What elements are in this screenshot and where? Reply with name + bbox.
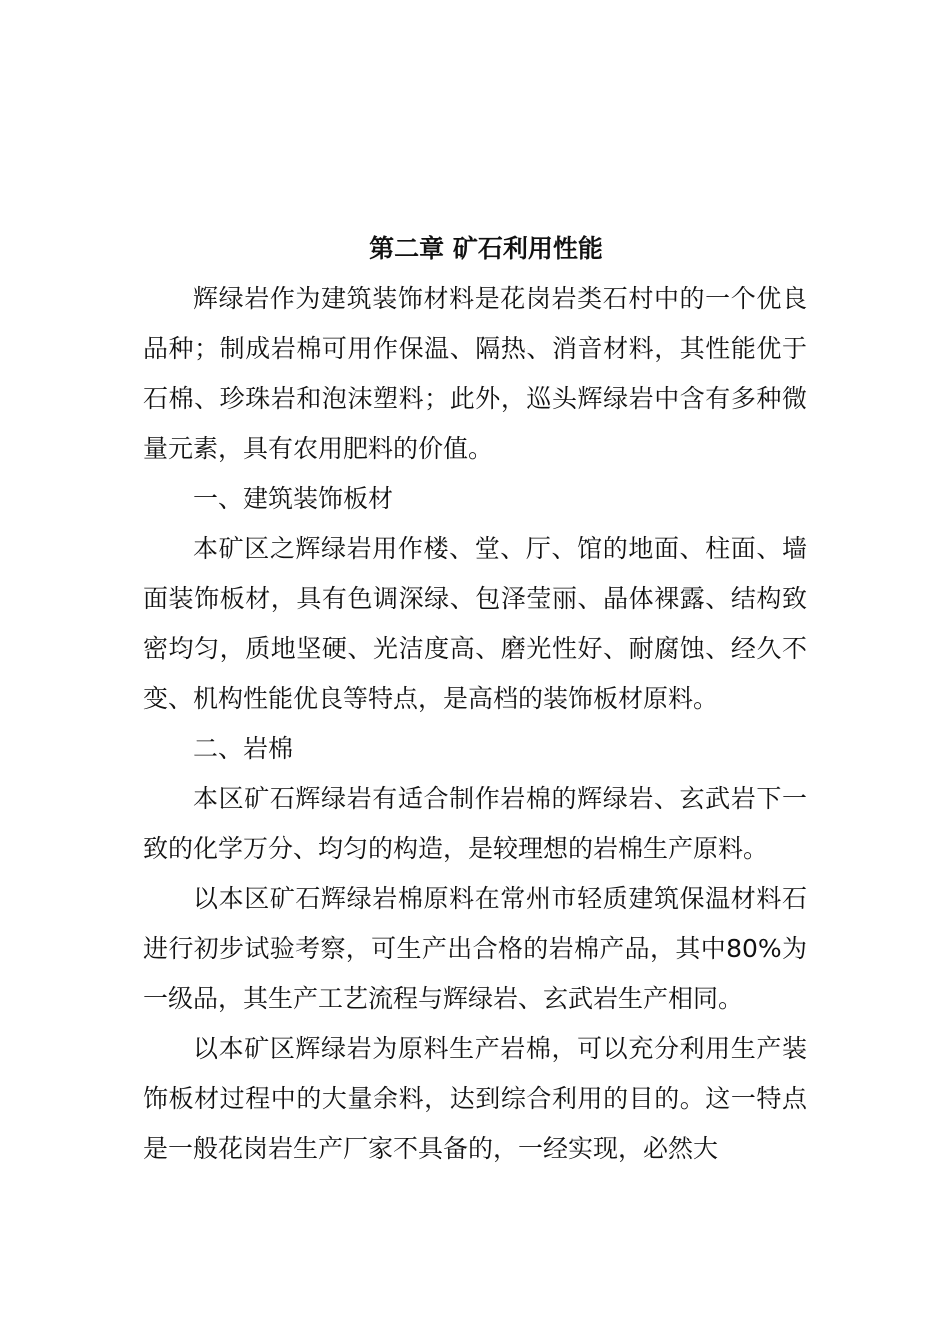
chapter-title: 第二章 矿石利用性能 [369,234,603,263]
paragraph-intro: 辉绿岩作为建筑装饰材料是花岗岩类石村中的一个优良品种；制成岩棉可用作保温、隔热、消音材料，其性能优于石棉、珍珠岩和泡沫塑料；此外，巡头辉绿岩中含有多种微量元素，具有农用肥料的价值。 [143,284,807,463]
paragraph-rock-wool-composition: 本区矿石辉绿岩有适合制作岩棉的辉绿岩、玄武岩下一致的化学万分、均匀的构造，是较理想的岩棉生产原料。 [143,784,807,863]
document-body [143,224,807,1174]
section-heading-decorative-panels: 一、建筑装饰板材 [193,484,394,513]
paragraph-rock-wool-trial: 以本区矿石辉绿岩棉原料在常州市轻质建筑保温材料石进行初步试验考察，可生产出合格的岩棉产品，其中80%为一级品，其生产工艺流程与辉绿岩、玄武岩生产相同。 [143,884,807,1013]
paragraph-decorative-panels: 本矿区之辉绿岩用作楼、堂、厅、馆的地面、柱面、墙面装饰板材，具有色调深绿、包泽莹丽、晶体裸露、结构致密均匀，质地坚硬、光洁度高、磨光性好、耐腐蚀、经久不变、机构性能优良等特点，是高档的装饰板材原料。 [143,534,807,713]
section-heading-rock-wool: 二、岩棉 [193,734,294,763]
paragraph-rock-wool-utilization: 以本矿区辉绿岩为原料生产岩棉，可以充分利用生产装饰板材过程中的大量余料，达到综合利用的目的。这一特点是一般花岗岩生产厂家不具备的，一经实现，必然大 [143,1034,807,1163]
